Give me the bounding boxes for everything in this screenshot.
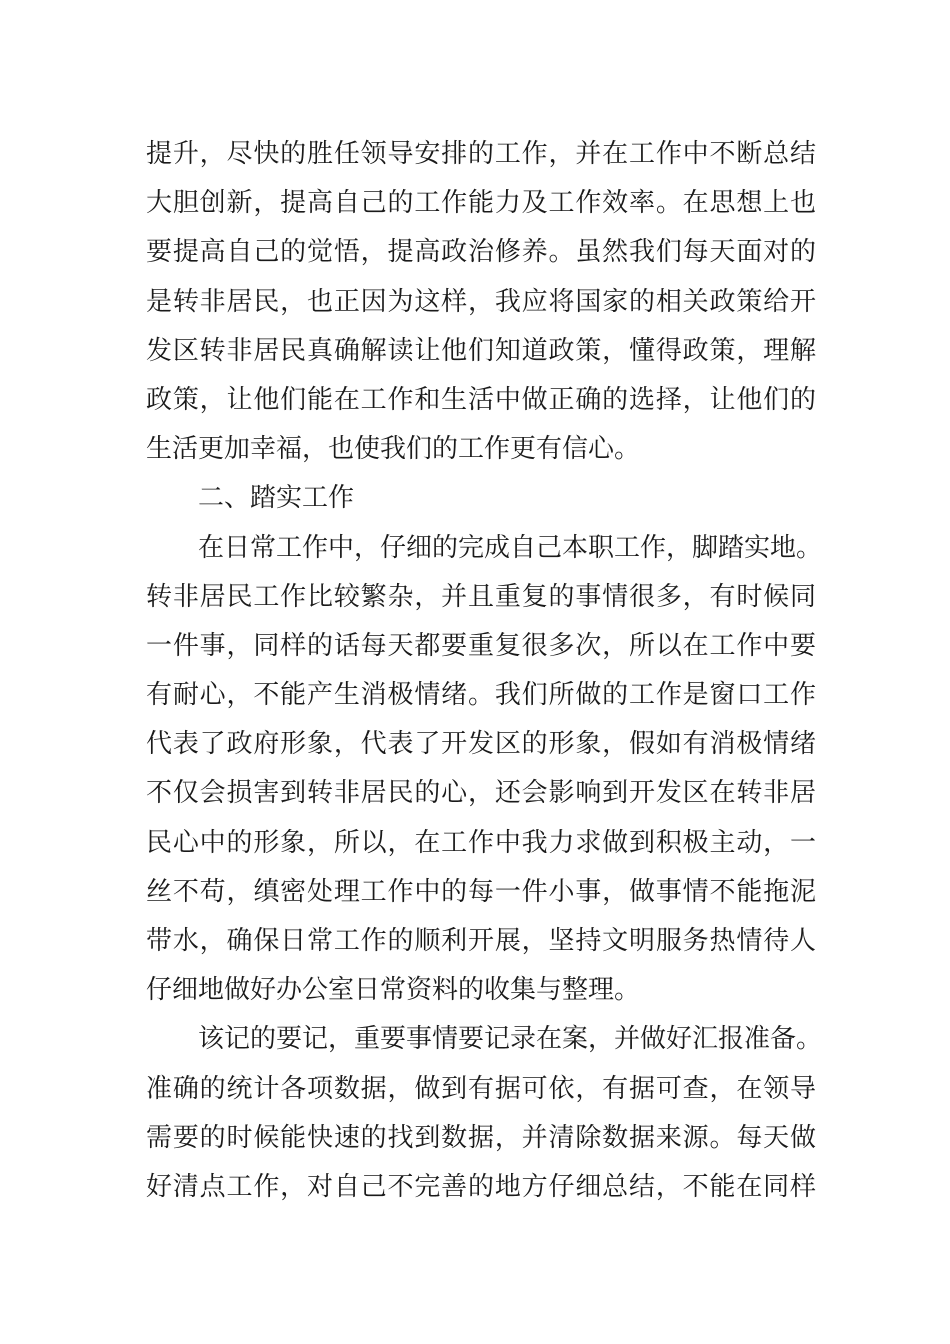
body-text: [146, 130, 823, 1212]
text-line: 是转非居民，也正因为这样，我应将国家的相关政策给开: [146, 286, 816, 317]
text-line: 有耐心，不能产生消极情绪。我们所做的工作是窗口工作: [146, 680, 816, 711]
text-line: 在日常工作中，仔细的完成自己本职工作，脚踏实地。: [198, 532, 823, 563]
text-line: 该记的要记，重要事情要记录在案，并做好汇报准备。: [198, 1024, 823, 1055]
text-line: 发区转非居民真确解读让他们知道政策，懂得政策，理解: [146, 335, 816, 366]
text-line: 提升，尽快的胜任领导安排的工作，并在工作中不断总结: [146, 139, 816, 169]
text-line: 带水，确保日常工作的顺利开展，坚持文明服务热情待人: [146, 926, 816, 956]
text-line: 仔细地做好办公室日常资料的收集与整理。: [146, 975, 641, 1006]
text-line: 大胆创新，提高自己的工作能力及工作效率。在思想上也: [146, 188, 816, 219]
text-line: 转非居民工作比较繁杂，并且重复的事情很多，有时候同: [146, 581, 816, 612]
text-line: 要提高自己的觉悟，提高政治修养。虽然我们每天面对的: [146, 237, 816, 268]
text-line: 好清点工作，对自己不完善的地方仔细总结，不能在同样: [146, 1171, 816, 1202]
text-line: 生活更加幸福，也使我们的工作更有信心。: [146, 434, 641, 465]
text-line: 需要的时候能快速的找到数据，并清除数据来源。每天做: [146, 1122, 816, 1153]
text-line: 准确的统计各项数据，做到有据可依，有据可查，在领导: [146, 1073, 816, 1104]
text-line: 民心中的形象，所以，在工作中我力求做到积极主动，一: [146, 827, 816, 858]
section-heading: 二、踏实工作: [198, 483, 355, 514]
text-line: 丝不苟，缜密处理工作中的每一件小事，做事情不能拖泥: [146, 876, 816, 907]
text-line: 政策，让他们能在工作和生活中做正确的选择，让他们的: [146, 384, 816, 415]
text-line: 代表了政府形象，代表了开发区的形象，假如有消极情绪: [146, 729, 816, 760]
text-line: 一件事，同样的话每天都要重复很多次，所以在工作中要: [146, 630, 816, 661]
text-line: 不仅会损害到转非居民的心，还会影响到开发区在转非居: [146, 778, 816, 809]
